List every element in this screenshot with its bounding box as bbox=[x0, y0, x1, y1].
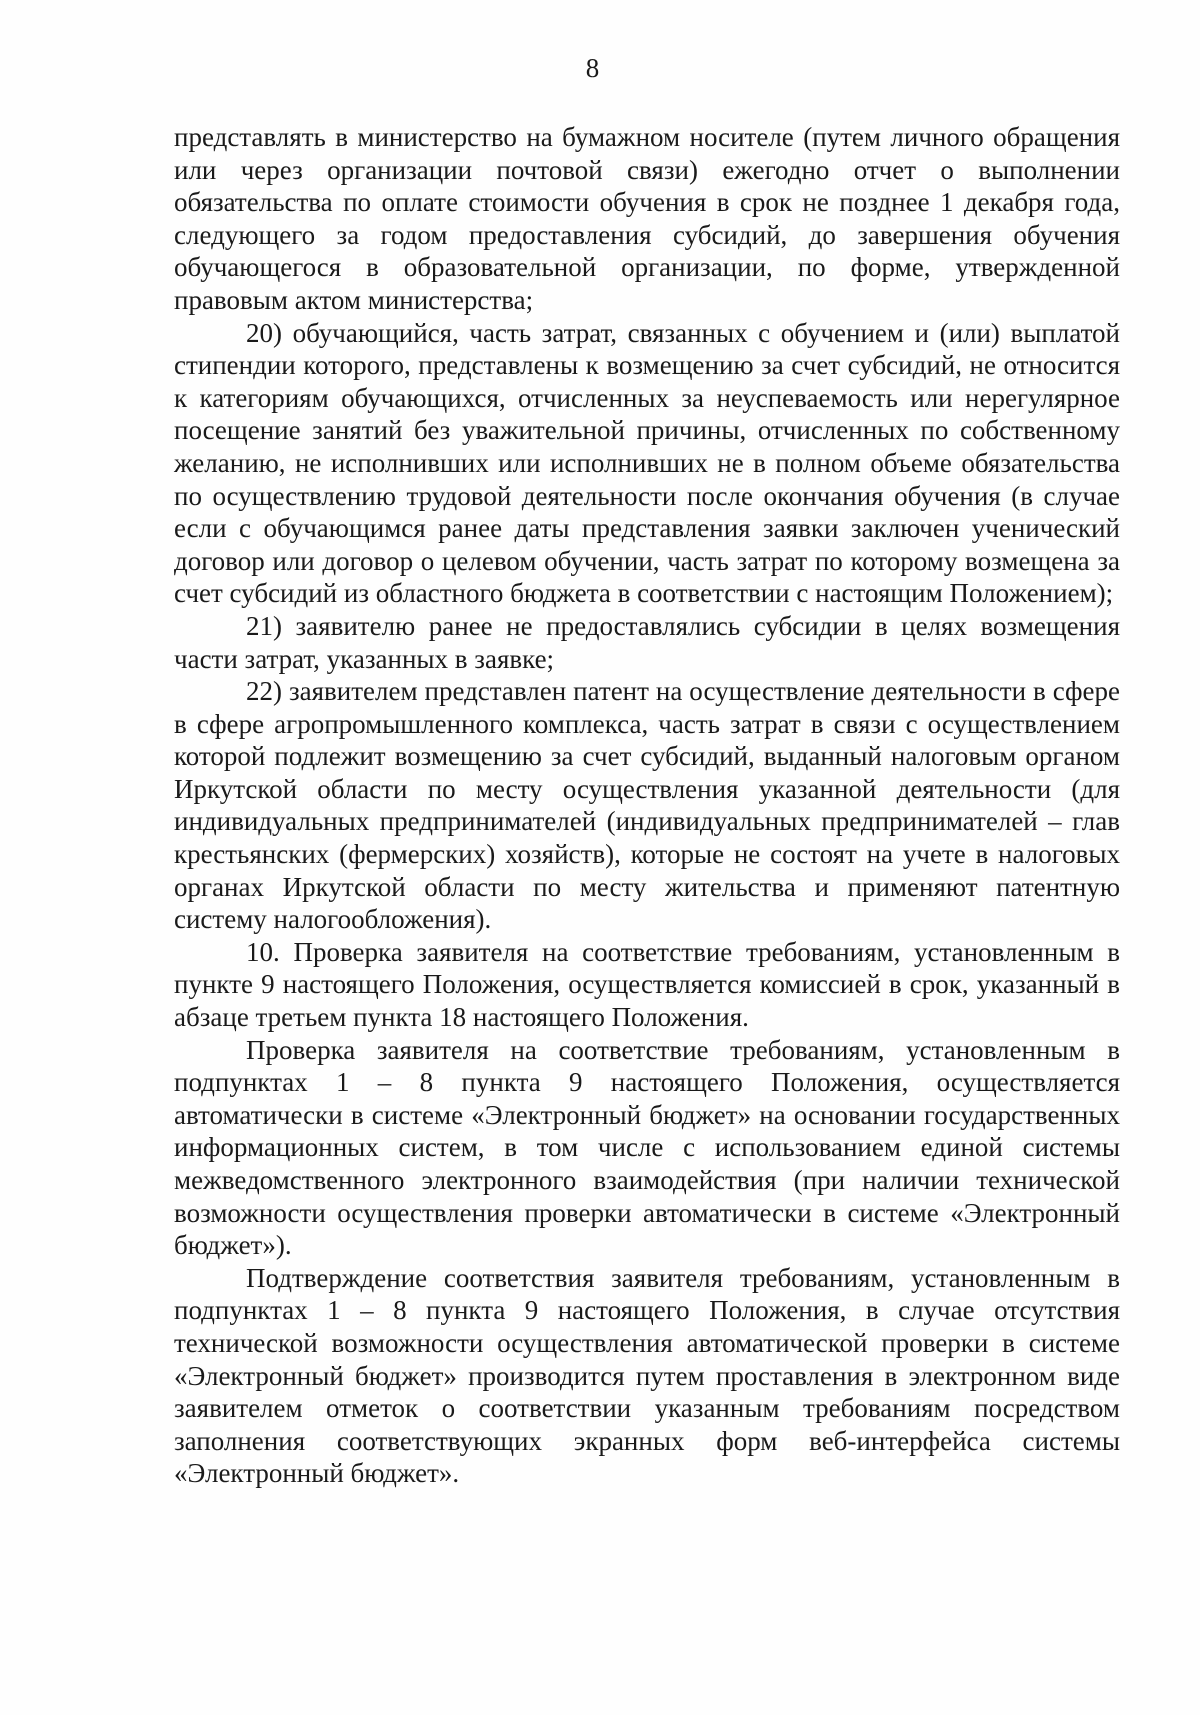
paragraph-item-22: 22) заявителем представлен патент на осуществление деятельности в сфере в сфере агропромышленного комплекса, часть затрат в связи с осуществлением которой подлежит возмещению за счет субсидий, выданный налоговым органом Иркутской области по месту осуществления указанной деятельности (для индивидуальных предпринимателей (индивидуальных предпринимателей – глав крестьянских (фермерских) хозяйств), которые не состоят на учете в налоговых органах Иркутской области по месту жительства и применяют патентную систему налогообложения). bbox=[174, 676, 1120, 935]
paragraph-confirmation: Подтверждение соответствия заявителя требованиям, установленным в подпунктах 1 – 8 пункта 9 настоящего Положения, в случае отсутствия технической возможности осуществления автоматической проверки в системе «Электронный бюджет» производится путем проставления в электронном виде заявителем отметок о соответствии указанным требованиям посредством заполнения соответствующих экранных форм веб-интерфейса системы «Электронный бюджет». bbox=[174, 1262, 1120, 1489]
paragraph-section-10: 10. Проверка заявителя на соответствие требованиям, установленным в пункте 9 настоящего Положения, осуществляется комиссией в срок, указанный в абзаце третьем пункта 18 настоящего Положения. bbox=[174, 936, 1120, 1033]
page-number: 8 bbox=[585, 53, 600, 83]
paragraph-continuation: представлять в министерство на бумажном носителе (путем личного обращения или через организации почтовой связи) ежегодно отчет о выполнении обязательства по оплате стоимости обучения в срок не позднее 1 декабря года, следующего за годом предоставления субсидий, до завершения обучения обучающегося в образовательной организации, по форме, утвержденной правовым актом министерства; bbox=[174, 122, 1120, 315]
document-body bbox=[174, 121, 1120, 1490]
paragraph-automatic-check: Проверка заявителя на соответствие требованиям, установленным в подпунктах 1 – 8 пункта 9 настоящего Положения, осуществляется автоматически в системе «Электронный бюджет» на основании государственных информационных систем, в том числе с использованием единой системы межведомственного электронного взаимодействия (при наличии технической возможности осуществления проверки автоматически в системе «Электронный бюджет»). bbox=[174, 1034, 1120, 1261]
paragraph-item-21: 21) заявителю ранее не предоставлялись субсидии в целях возмещения части затрат, указанных в заявке; bbox=[174, 610, 1120, 674]
paragraph-item-20: 20) обучающийся, часть затрат, связанных с обучением и (или) выплатой стипендии которого, представлены к возмещению за счет субсидий, не относится к категориям обучающихся, отчисленных за неуспеваемость или нерегулярное посещение занятий без уважительной причины, отчисленных по собственному желанию, не исполнивших или исполнивших не в полном объеме обязательства по осуществлению трудовой деятельности после окончания обучения (в случае если с обучающимся ранее даты представления заявки заключен ученический договор или договор о целевом обучении, часть затрат по которому возмещена за счет субсидий из областного бюджета в соответствии с настоящим Положением); bbox=[174, 317, 1120, 609]
